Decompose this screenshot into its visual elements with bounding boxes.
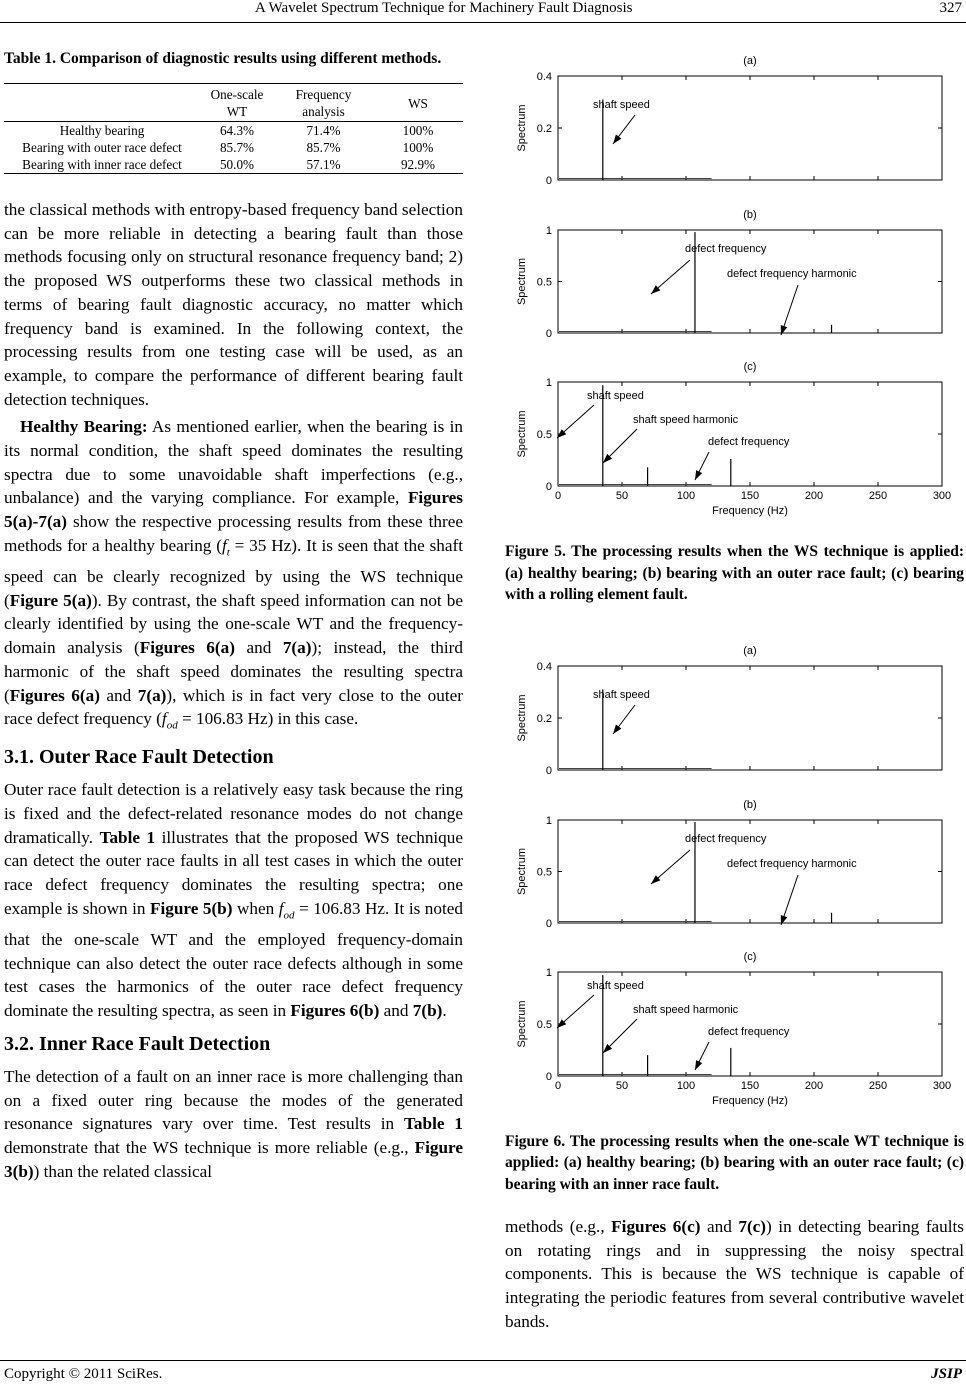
section-heading: 3.1. Outer Race Fault Detection — [4, 746, 274, 769]
math-subscript: od — [166, 719, 178, 732]
figure-reference: Figure 5(a) — [9, 590, 92, 610]
footer-rule — [0, 1360, 966, 1361]
x-tick-label: 300 — [932, 490, 952, 502]
header-rule — [0, 22, 966, 23]
table-cell: 92.9% — [400, 157, 436, 172]
x-tick-label: 0 — [554, 490, 562, 502]
text-run: and — [379, 1001, 413, 1021]
arrow-head — [781, 325, 787, 335]
annotation-label: shaft speed harmonic — [633, 414, 739, 426]
annotation-label: shaft speed — [593, 688, 650, 701]
table-row — [4, 156, 463, 174]
figure-reference: Figures 6(b) — [290, 1001, 380, 1021]
figure-reference: Figure 5(b) — [149, 898, 233, 918]
y-tick-label: 0.5 — [536, 276, 552, 289]
x-tick-label: 250 — [868, 490, 888, 502]
section-heading: 3.2. Inner Race Fault Detection — [4, 1032, 271, 1055]
figure-6 — [505, 638, 964, 1196]
y-tick-label: 0.4 — [536, 71, 552, 83]
figure-reference: Figures 6(c) — [611, 1217, 701, 1236]
y-tick-label: 0.2 — [536, 712, 552, 725]
y-tick-label: 0 — [545, 175, 552, 187]
running-title: A Wavelet Spectrum Technique for Machinery Fault Diagnosis — [255, 0, 633, 16]
copyright: Copyright © 2011 SciRes. — [4, 1366, 163, 1382]
table-header-row — [4, 84, 463, 122]
x-tick-label: 50 — [615, 490, 629, 502]
text-run: . — [442, 1001, 447, 1021]
text-run: The detection of a fault on an inner race is more challenging than on a fixed outer ring because the modes of the generated resonance signatures vary over time. Test results in — [4, 1066, 463, 1134]
right-column — [505, 48, 964, 1334]
y-axis-label: Spectrum — [516, 104, 528, 152]
text-run: and — [234, 638, 283, 658]
annotation-label: defect frequency harmonic — [727, 268, 857, 280]
x-axis-label: Frequency (Hz) — [712, 1094, 788, 1107]
arrow-head — [695, 1060, 702, 1070]
y-tick-label: 1 — [545, 966, 552, 979]
x-tick-label: 150 — [740, 1079, 760, 1092]
y-axis-label: Spectrum — [516, 410, 528, 458]
text-run: = 106.83 Hz) in this case. — [177, 709, 359, 729]
x-tick-label: 0 — [554, 1079, 562, 1092]
x-axis-label: Frequency (Hz) — [712, 505, 788, 517]
annotation-label: defect frequency — [708, 436, 790, 448]
text-run: demonstrate that the WS technique is more reliable (e.g., — [4, 1137, 415, 1157]
arrow-head — [781, 915, 787, 925]
y-axis-label: Spectrum — [516, 257, 528, 306]
figure-reference: Figures 5(a)-7(a) — [4, 488, 463, 532]
paragraph — [505, 1215, 964, 1334]
page-number: 327 — [939, 0, 962, 16]
table-cell: Bearing with inner race defect — [22, 157, 182, 172]
text-run: ) in detecting bearing faults on rotating rings and in suppressing the noisy spectral components. This is because the WS technique is capable of integrating the periodic features from several contributive wavelet bands. — [505, 1217, 964, 1331]
arrow-head — [613, 134, 621, 144]
annotation-label: shaft speed harmonic — [633, 1003, 739, 1016]
math-subscript: od — [283, 909, 295, 922]
table-cell: 50.0% — [219, 157, 255, 172]
panel-label: (b) — [743, 209, 757, 221]
y-tick-label: 0 — [545, 917, 552, 930]
panel-label: (c) — [743, 950, 757, 963]
annotation-label: shaft speed — [587, 979, 644, 992]
y-tick-label: 0.4 — [536, 660, 552, 673]
figure-reference: 7(b) — [412, 1001, 443, 1021]
figure-5-caption: Figure 5. The processing results when the WS technique is applied: (a) healthy bearing; (b) bearing with an outer race fault; (c) bearing with a rolling element fault. — [505, 543, 964, 603]
y-tick-label: 0 — [545, 481, 552, 493]
plot-frame — [558, 666, 942, 770]
table-cell: 100% — [402, 140, 434, 155]
y-tick-label: 0 — [545, 764, 552, 777]
y-tick-label: 1 — [545, 814, 552, 827]
table-cell: 85.7% — [306, 140, 341, 155]
page-header — [0, 0, 966, 20]
text-run: methods (e.g., — [505, 1217, 612, 1236]
y-tick-label: 0.2 — [536, 123, 552, 135]
annotation-label: defect frequency — [685, 832, 767, 845]
journal-name: JSIP — [931, 1366, 962, 1382]
panel-label: (c) — [743, 361, 757, 373]
figure-5 — [505, 48, 964, 606]
text-run: Outer race fault detection is a relatively easy task because the ring is fixed and the defect-related resonance modes do not change dramatically. — [4, 780, 463, 847]
annotation-label: defect frequency harmonic — [727, 857, 857, 870]
paragraph — [4, 1065, 463, 1184]
y-tick-label: 0.5 — [536, 429, 552, 441]
x-tick-label: 200 — [804, 490, 824, 502]
figure-reference: 7(a) — [137, 685, 167, 705]
figure-6-plot — [505, 638, 964, 1108]
figure-reference: Figure 3(b) — [4, 1137, 463, 1181]
y-axis-label: Spectrum — [516, 999, 528, 1048]
figure-reference: Figures 6(a) — [9, 685, 100, 705]
text-run: illustrates that the proposed WS technique can detect the outer race faults in all test cases in which the outer race defect frequency dominates the resulting spectra; one example is shown in — [4, 827, 464, 918]
panel-label: (a) — [743, 55, 757, 67]
table-row — [4, 139, 463, 156]
table-reference: Table 1 — [99, 827, 156, 847]
run-in-heading: Healthy Bearing: — [20, 417, 148, 437]
annotation-label: defect frequency — [708, 1025, 790, 1038]
annotation-label: defect frequency — [685, 243, 767, 255]
y-axis-label: Spectrum — [516, 847, 528, 895]
table-cell: 100% — [402, 123, 434, 138]
x-tick-label: 200 — [804, 1079, 824, 1092]
math-symbol: f — [221, 535, 227, 555]
text-run: show the respective processing results from these three methods for a healthy bearing ( — [4, 512, 463, 555]
table-cell: 85.7% — [219, 140, 255, 155]
table-cell: 57.1% — [306, 157, 341, 172]
text-run: when — [232, 898, 279, 918]
text-run: ). By contrast, the shaft speed information can not be clearly identified by using the one-scale WT and the frequency-domain analysis ( — [4, 590, 463, 658]
text-run: ); instead, the third harmonic of the shaft speed dominates the resulting spectra ( — [4, 638, 463, 705]
x-tick-label: 100 — [676, 490, 696, 502]
table-header-cell: Frequency analysis — [295, 87, 352, 119]
paragraph — [4, 415, 463, 738]
panel-label: (b) — [743, 798, 757, 811]
figure-5-plot — [505, 48, 964, 518]
table-cell: Healthy bearing — [59, 123, 145, 138]
table-cell: 64.3% — [219, 123, 255, 138]
figure-reference: 7(a) — [282, 638, 312, 658]
arrow-head — [695, 470, 702, 480]
x-tick-label: 250 — [868, 1079, 888, 1092]
arrow-head — [613, 724, 621, 734]
table-caption: Table 1. Comparison of diagnostic results using different methods. — [4, 50, 442, 67]
y-tick-label: 0 — [545, 328, 552, 340]
text-run: and — [700, 1217, 739, 1236]
text-run: and — [99, 685, 138, 705]
table-header-cell: One-scale WT — [210, 87, 264, 119]
figure-6-caption: Figure 6. The processing results when the one-scale WT technique is applied: (a) healthy bearing; (b) bearing with an outer race fault; (c) bearing with an inner race fault. — [505, 1132, 964, 1193]
text-run: ), which is in fact very close to the outer race defect frequency ( — [4, 685, 463, 729]
y-tick-label: 0.5 — [536, 866, 552, 878]
y-axis-label: Spectrum — [516, 693, 528, 742]
paragraph: the classical methods with entropy-based frequency band selection can be more reliable in detecting a bearing fault than those methods focusing only on structural resonance frequency band; 2) the proposed WS outperforms these two classical methods in terms of bearing fault diagnostic accuracy, no matter which frequency band is examined. In the following context, the processing results from one testing case will be used, as an example, to compare the performance of different bearing fault detection techniques. — [4, 200, 463, 409]
annotation-label: shaft speed — [587, 390, 644, 402]
x-tick-label: 50 — [615, 1079, 629, 1092]
y-tick-label: 1 — [545, 377, 552, 389]
table-row — [4, 122, 463, 140]
math-subscript: t — [226, 546, 230, 559]
figure-reference: 7(c) — [738, 1217, 767, 1236]
math-symbol: f — [161, 709, 167, 729]
y-tick-label: 1 — [545, 225, 552, 237]
left-column — [4, 48, 463, 1183]
text-run: ) than the related classical — [33, 1161, 213, 1181]
table-reference: Table 1 — [404, 1114, 463, 1134]
x-tick-label: 150 — [740, 490, 760, 502]
text-run: = 106.83 Hz. It is noted that the one-scale WT and the employed frequency-domain technique can also detect the outer race defects although in some test cases the harmonics of the outer race defect frequency dominate the resulting spectra, as seen in — [4, 898, 463, 1021]
plot-frame — [558, 76, 942, 180]
annotation-label: shaft speed — [593, 99, 650, 111]
y-tick-label: 0 — [545, 1070, 552, 1083]
x-tick-label: 100 — [676, 1079, 696, 1092]
table-header-cell — [4, 84, 200, 122]
panel-label: (a) — [743, 644, 757, 657]
text-run: = 35 Hz). It is seen that the shaft speed can be clearly recognized by using the WS technique ( — [4, 535, 464, 610]
math-symbol: f — [278, 898, 284, 918]
table-cell: 71.4% — [306, 123, 341, 138]
table-cell: Bearing with outer race defect — [22, 140, 182, 155]
table-header-cell: WS — [408, 95, 428, 111]
x-tick-label: 300 — [932, 1079, 952, 1092]
results-table — [4, 83, 463, 174]
figure-reference: Figures 6(a) — [139, 638, 235, 658]
y-tick-label: 0.5 — [536, 1018, 552, 1031]
text-run: As mentioned earlier, when the bearing is in its normal condition, the shaft speed dominates the resulting spectra due to some unavoidable shaft imperfections (e.g., unbalance) and the varying compliance. For example, — [4, 417, 463, 508]
paragraph — [4, 778, 463, 1022]
